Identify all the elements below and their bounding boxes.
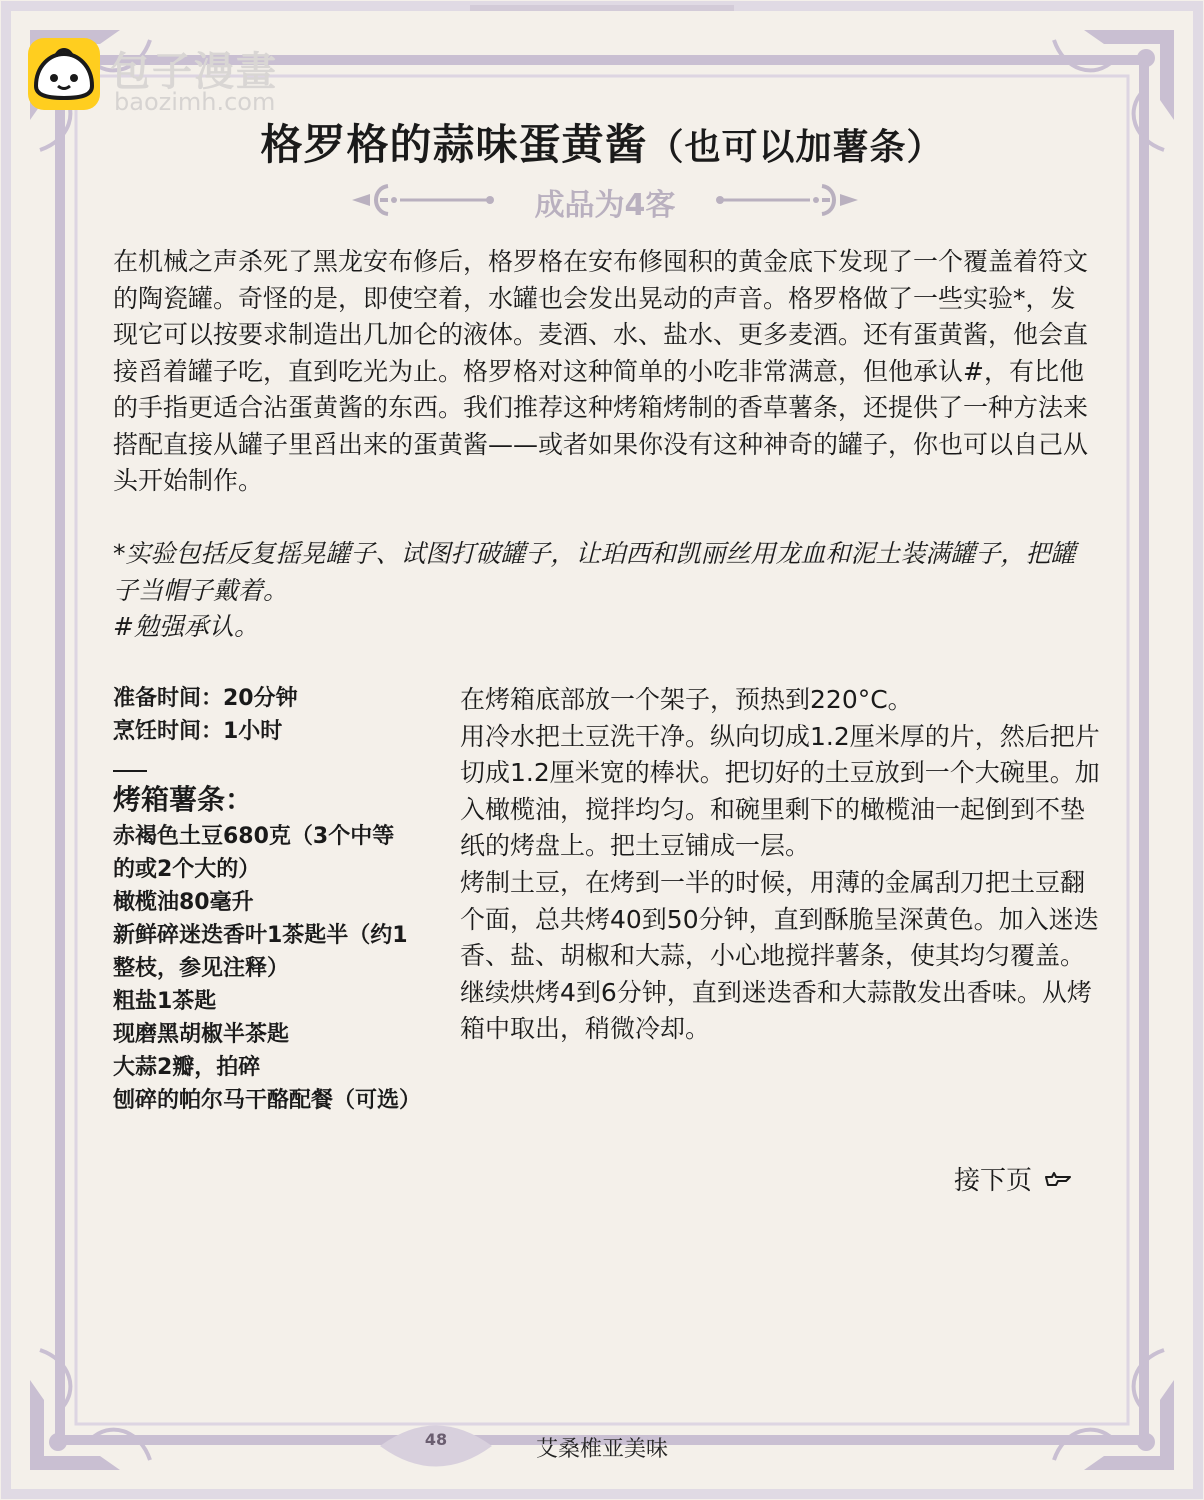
recipe-title [0,112,1204,172]
ingredient-item: 大蒜2瓣，拍碎 [113,1055,261,1080]
pointing-hand-icon [1044,1169,1072,1189]
recipe-step: 在烤箱底部放一个架子，预热到220°C。 [460,685,913,714]
ingredient-item: 新鲜碎迷迭香叶1茶匙半（约1整枝，参见注释） [113,923,408,981]
ingredient-item: 粗盐1茶匙 [113,989,217,1014]
ingredients-heading: 烤箱薯条： [113,783,254,816]
footnote: #勉强承认。 [113,612,259,641]
divider [113,770,147,772]
servings-text: 成品为4客 [534,188,676,223]
cook-time: 烹饪时间：1小时 [113,719,283,744]
book-title: 艾桑椎亚美味 [536,1437,669,1462]
ingredient-item: 刨碎的帕尔马干酪配餐（可选） [113,1088,422,1113]
footnote: *实验包括反复摇晃罐子、试图打破罐子，让珀西和凯丽丝用龙血和泥土装满罐子，把罐子当帽子戴着。 [113,539,1076,605]
ingredient-item: 现磨黑胡椒半茶匙 [113,1022,290,1047]
recipe-step: 烤制土豆，在烤到一半的时候，用薄的金属刮刀把土豆翻个面，总共烤40到50分钟，直到酥脆呈深黄色。加入迷迭香、盐、胡椒和大蒜，小心地搅拌薯条，使其均匀覆盖。继续烘烤4到6分钟，直到迷迭香和大蒜散发出香味。从烤箱中取出，稍微冷却。 [460,867,1099,1044]
prep-time: 准备时间：20分钟 [113,686,298,711]
footnotes [113,536,1098,646]
ingredient-item: 橄榄油80毫升 [113,890,254,915]
continued-next-page [954,1160,1072,1197]
recipe-title-suffix: （也可以加薯条） [647,127,944,168]
ingredient-item: 赤褐色土豆680克（3个中等的或2个大的） [113,824,395,882]
watermark-url: baozimh.com [114,88,276,116]
recipe-intro: 在机械之声杀死了黑龙安布修后，格罗格在安布修囤积的黄金底下发现了一个覆盖着符文的陶瓷罐。奇怪的是，即使空着，水罐也会发出晃动的声音。格罗格做了一些实验*，发现它可以按要求制造出几加仑的液体。麦酒、水、盐水、更多麦酒。还有蛋黄酱，他会直接舀着罐子吃，直到吃光为止。格罗格对这种简单的小吃非常满意，但他承认#，有比他的手指更适合沾蛋黄酱的东西。我们推荐这种烤箱烤制的香草薯条，还提供了一种方法来搭配直接从罐子里舀出来的蛋黄酱——或者如果你没有这种神奇的罐子，你也可以自己从头开始制作。 [113,247,1089,495]
watermark-name: 包子漫畫 [110,49,278,95]
recipe-title-main: 格罗格的蒜味蛋黄酱 [260,120,648,169]
bun-mascot-icon [26,36,102,112]
right-flourish-icon [710,178,860,222]
recipe-steps [460,682,1100,1048]
recipe-step: 用冷水把土豆洗干净。纵向切成1.2厘米厚的片，然后把片切成1.2厘米宽的棒状。把切好的土豆放到一个大碗里。加入橄榄油，搅拌均匀。和碗里剩下的橄榄油一起倒到不垫纸的烤盘上。把土豆铺成一层。 [460,721,1100,861]
ingredient-list [113,820,422,1117]
page-number: 48 [424,1430,448,1449]
recipe-sidebar [113,682,422,1117]
next-page-label: 接下页 [954,1166,1033,1196]
site-watermark [22,36,322,116]
servings-banner [350,178,860,222]
